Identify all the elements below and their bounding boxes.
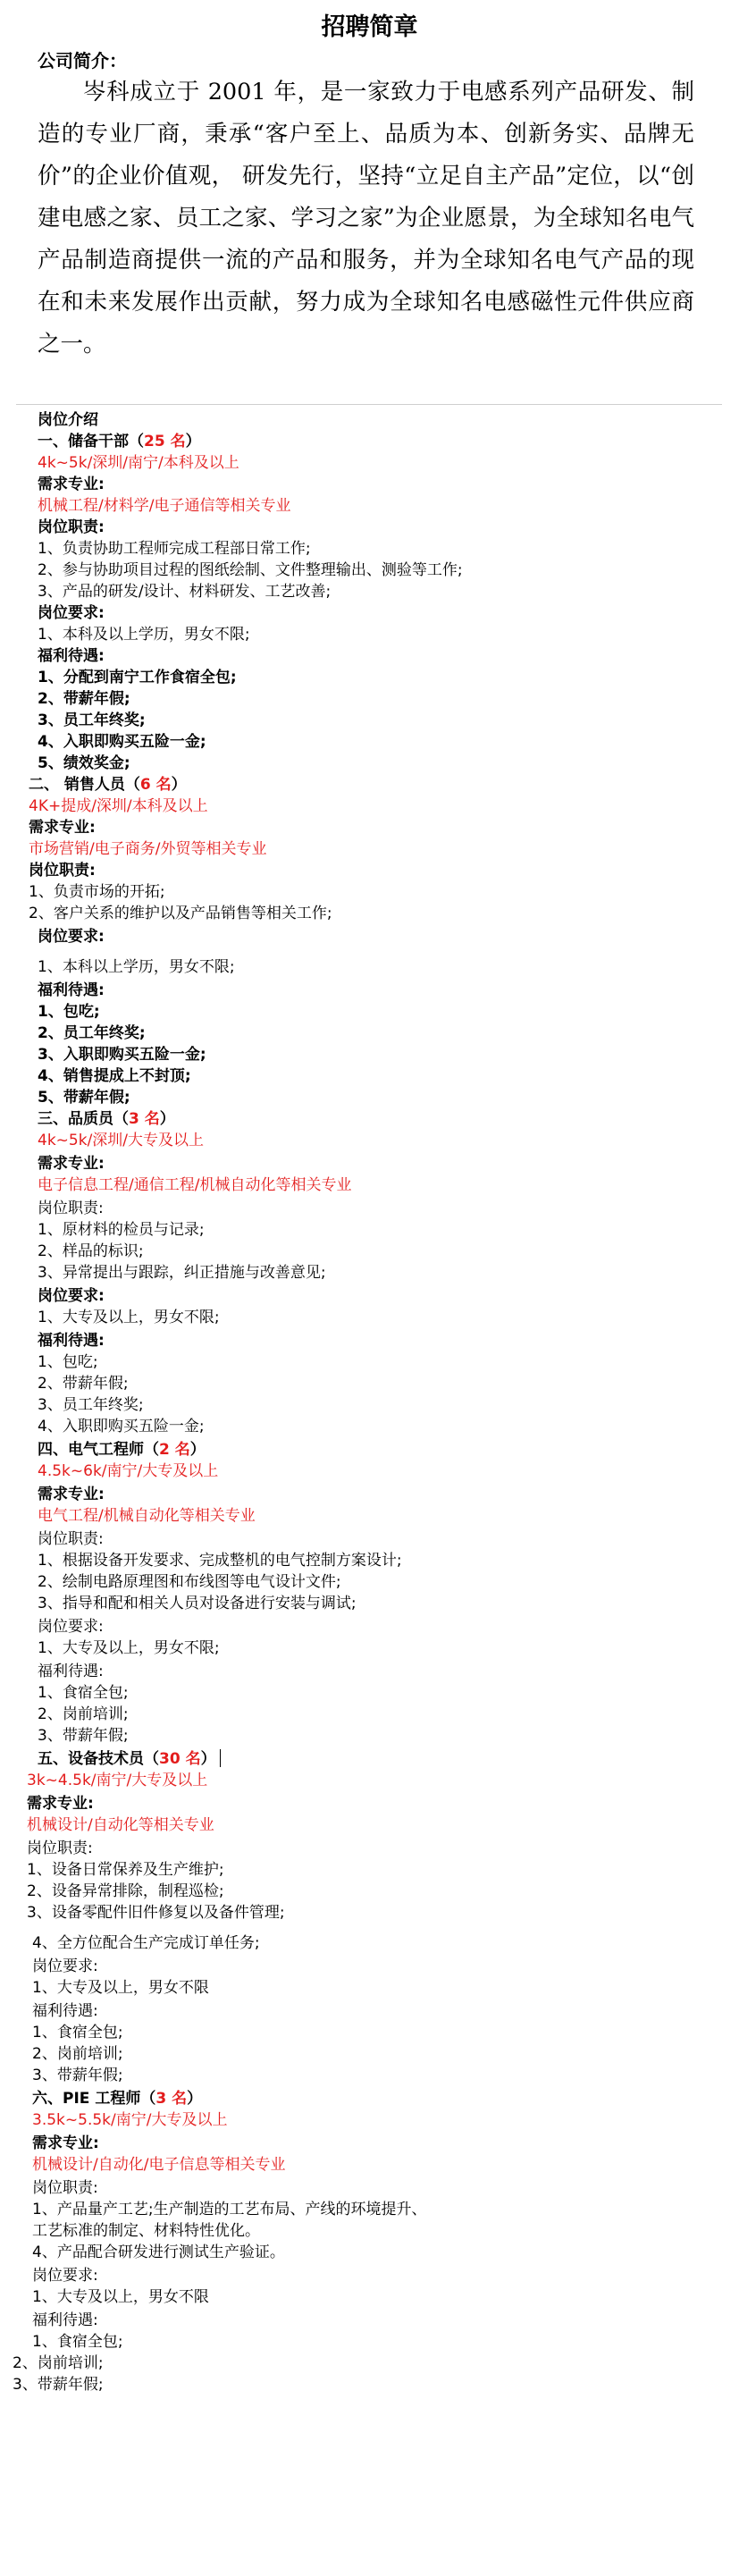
job-title-4: 四、电气工程师（2 名） [38, 1441, 206, 1459]
required-major: 市场营销/电子商务/外贸等相关专业 [29, 840, 267, 858]
job-title-2: 二、 销售人员（6 名） [29, 776, 187, 794]
list-item: 2、岗前培训; [32, 2045, 123, 2063]
list-item: 1、包吃; [38, 1353, 98, 1371]
required-major: 电气工程/机械自动化等相关专业 [38, 1507, 256, 1525]
list-item: 4、销售提成上不封顶; [38, 1067, 191, 1085]
list-item: 2、客户关系的维护以及产品销售等相关工作; [29, 905, 332, 922]
list-item: 4、全方位配合生产完成订单任务; [32, 1934, 260, 1952]
section-label: 需求专业: [38, 1486, 105, 1503]
job-headcount: 3 名 [129, 1110, 160, 1128]
section-label: 岗位职责: [38, 518, 105, 536]
section-label: 岗位要求: [38, 1618, 104, 1636]
job-title-5: 五、设备技术员（30 名） [38, 1748, 221, 1770]
list-item: 2、参与协助项目过程的图纸绘制、文件整理输出、测验等工作; [38, 561, 463, 579]
list-item: 5、带薪年假; [38, 1089, 130, 1107]
divider-line [16, 404, 722, 405]
required-major: 电子信息工程/通信工程/机械自动化等相关专业 [38, 1176, 352, 1194]
required-major: 机械设计/自动化等相关专业 [27, 1816, 214, 1834]
section-label: 岗位职责: [29, 862, 96, 880]
job-salary-location: 3.5k~5.5k/南宁/大专及以上 [32, 2111, 228, 2129]
document-title: 招聘简章 [321, 13, 418, 41]
section-label: 福利待遇: [32, 2311, 98, 2329]
job-salary-location: 4k~5k/深圳/大专及以上 [38, 1132, 205, 1149]
company-intro-label: 公司简介： [38, 50, 127, 72]
section-label: 需求专业: [38, 1155, 105, 1173]
job-salary-location: 4.5k~6k/南宁/大专及以上 [38, 1462, 219, 1480]
section-label: 福利待遇: [38, 981, 105, 999]
section-label: 福利待遇: [38, 1332, 105, 1350]
list-item: 1、负责市场的开拓; [29, 883, 165, 901]
list-item: 1、负责协助工程师完成工程部日常工作; [38, 540, 311, 558]
required-major: 机械工程/材料学/电子通信等相关专业 [38, 497, 291, 515]
list-item: 3、带薪年假; [13, 2376, 104, 2394]
section-label: 岗位职责: [38, 1530, 104, 1548]
job-headcount: 6 名 [139, 776, 172, 794]
section-label: 需求专业: [32, 2134, 99, 2152]
section-label: 岗位要求: [38, 928, 105, 946]
list-item: 1、产品量产工艺;生产制造的工艺布局、产线的环境提升、 [32, 2201, 427, 2218]
list-item: 2、带薪年假; [38, 690, 130, 708]
list-item: 2、设备异常排除，制程巡检; [27, 1882, 224, 1900]
section-label: 需求专业: [27, 1795, 94, 1813]
list-item: 1、大专及以上，男女不限 [32, 1979, 209, 1997]
list-item: 3、带薪年假; [32, 2067, 123, 2084]
list-item: 1、本科及以上学历，男女不限; [38, 626, 250, 644]
positions-heading: 岗位介绍 [38, 411, 98, 429]
list-item: 3、产品的研发/设计、材料研发、工艺改善; [38, 583, 332, 601]
list-item: 2、带薪年假; [38, 1375, 129, 1393]
list-item: 3、入职即购买五险一金; [38, 1046, 206, 1064]
job-headcount: 25 名 [144, 433, 186, 450]
section-label: 福利待遇: [38, 647, 105, 665]
job-salary-location: 4K+提成/深圳/本科及以上 [29, 797, 208, 815]
job-headcount: 3 名 [155, 2090, 188, 2108]
job-headcount: 30 名 [159, 1750, 201, 1768]
list-item: 2、员工年终奖; [38, 1024, 146, 1042]
list-item: 5、绩效奖金; [38, 754, 130, 772]
list-item: 3、异常提出与跟踪，纠正措施与改善意见; [38, 1264, 326, 1282]
section-label: 岗位要求: [38, 604, 105, 622]
list-item: 3、员工年终奖; [38, 711, 146, 729]
list-item: 1、食宿全包; [32, 2333, 123, 2351]
required-major: 机械设计/自动化/电子信息等相关专业 [32, 2156, 286, 2174]
list-item: 1、大专及以上，男女不限; [38, 1309, 220, 1326]
list-item: 1、食宿全包; [38, 1684, 129, 1702]
job-salary-location: 4k~5k/深圳/南宁/本科及以上 [38, 454, 239, 472]
list-item: 2、绘制电路原理图和布线图等电气设计文件; [38, 1573, 341, 1591]
list-item: 2、样品的标识; [38, 1242, 144, 1260]
list-item: 1、原材料的检员与记录; [38, 1221, 205, 1239]
section-label: 需求专业: [29, 819, 96, 837]
section-label: 岗位职责: [32, 2179, 98, 2197]
list-item: 1、食宿全包; [32, 2024, 123, 2041]
list-item: 3、设备零配件旧件修复以及备件管理; [27, 1904, 285, 1922]
list-item: 4、产品配合研发进行测试生产验证。 [32, 2243, 285, 2261]
list-item: 4、入职即购买五险一金; [38, 733, 206, 751]
section-label: 岗位职责: [27, 1839, 93, 1857]
list-item: 1、本科以上学历，男女不限; [38, 958, 235, 976]
list-item: 1、根据设备开发要求、完成整机的电气控制方案设计; [38, 1552, 402, 1570]
list-item: 4、入职即购买五险一金; [38, 1418, 205, 1435]
section-label: 福利待遇: [32, 2002, 98, 2020]
section-label: 岗位要求: [32, 1957, 98, 1975]
job-headcount: 2 名 [159, 1441, 190, 1459]
list-item: 1、大专及以上，男女不限 [32, 2288, 209, 2306]
section-label: 岗位职责: [38, 1200, 104, 1217]
section-label: 岗位要求: [38, 1287, 105, 1305]
text-cursor [220, 1749, 221, 1767]
job-title-6: 六、PIE 工程师（3 名） [32, 2090, 203, 2108]
list-item: 1、设备日常保养及生产维护; [27, 1861, 224, 1879]
list-item: 3、指导和配和相关人员对设备进行安装与调试; [38, 1595, 357, 1612]
list-item: 3、员工年终奖; [38, 1396, 144, 1414]
list-item: 1、分配到南宁工作食宿全包; [38, 669, 237, 686]
section-label: 需求专业: [38, 476, 105, 493]
list-item: 2、岗前培训; [13, 2354, 104, 2372]
section-label: 岗位要求: [32, 2267, 98, 2285]
company-intro-paragraph: 岑科成立于 2001 年，是一家致力于电感系列产品研发、制造的专业厂商，秉承“客户至上、品质为本、创新务实、品牌无价”的企业价值观， 研发先行，坚持“立足自主产品”定位，以“创建电感之家、员工之家、学习之家”为企业愿景，为全球知名电气产品制造商提供一流的产品和服务，并为全球知名电气产品的现在和未来发展作出贡献，努力成为全球知名电感磁性元件供应商之一。 [38, 79, 694, 358]
list-item: 3、带薪年假; [38, 1727, 129, 1745]
list-item: 工艺标准的制定、材料特性优化。 [32, 2222, 260, 2240]
list-item: 2、岗前培训; [38, 1705, 129, 1723]
section-label: 福利待遇: [38, 1663, 104, 1680]
job-salary-location: 3k~4.5k/南宁/大专及以上 [27, 1772, 208, 1789]
list-item: 1、大专及以上，男女不限; [38, 1639, 220, 1657]
job-title-3: 三、品质员（3 名） [38, 1110, 175, 1128]
list-item: 1、包吃; [38, 1003, 100, 1021]
job-title-1: 一、储备干部（25 名） [38, 433, 201, 450]
